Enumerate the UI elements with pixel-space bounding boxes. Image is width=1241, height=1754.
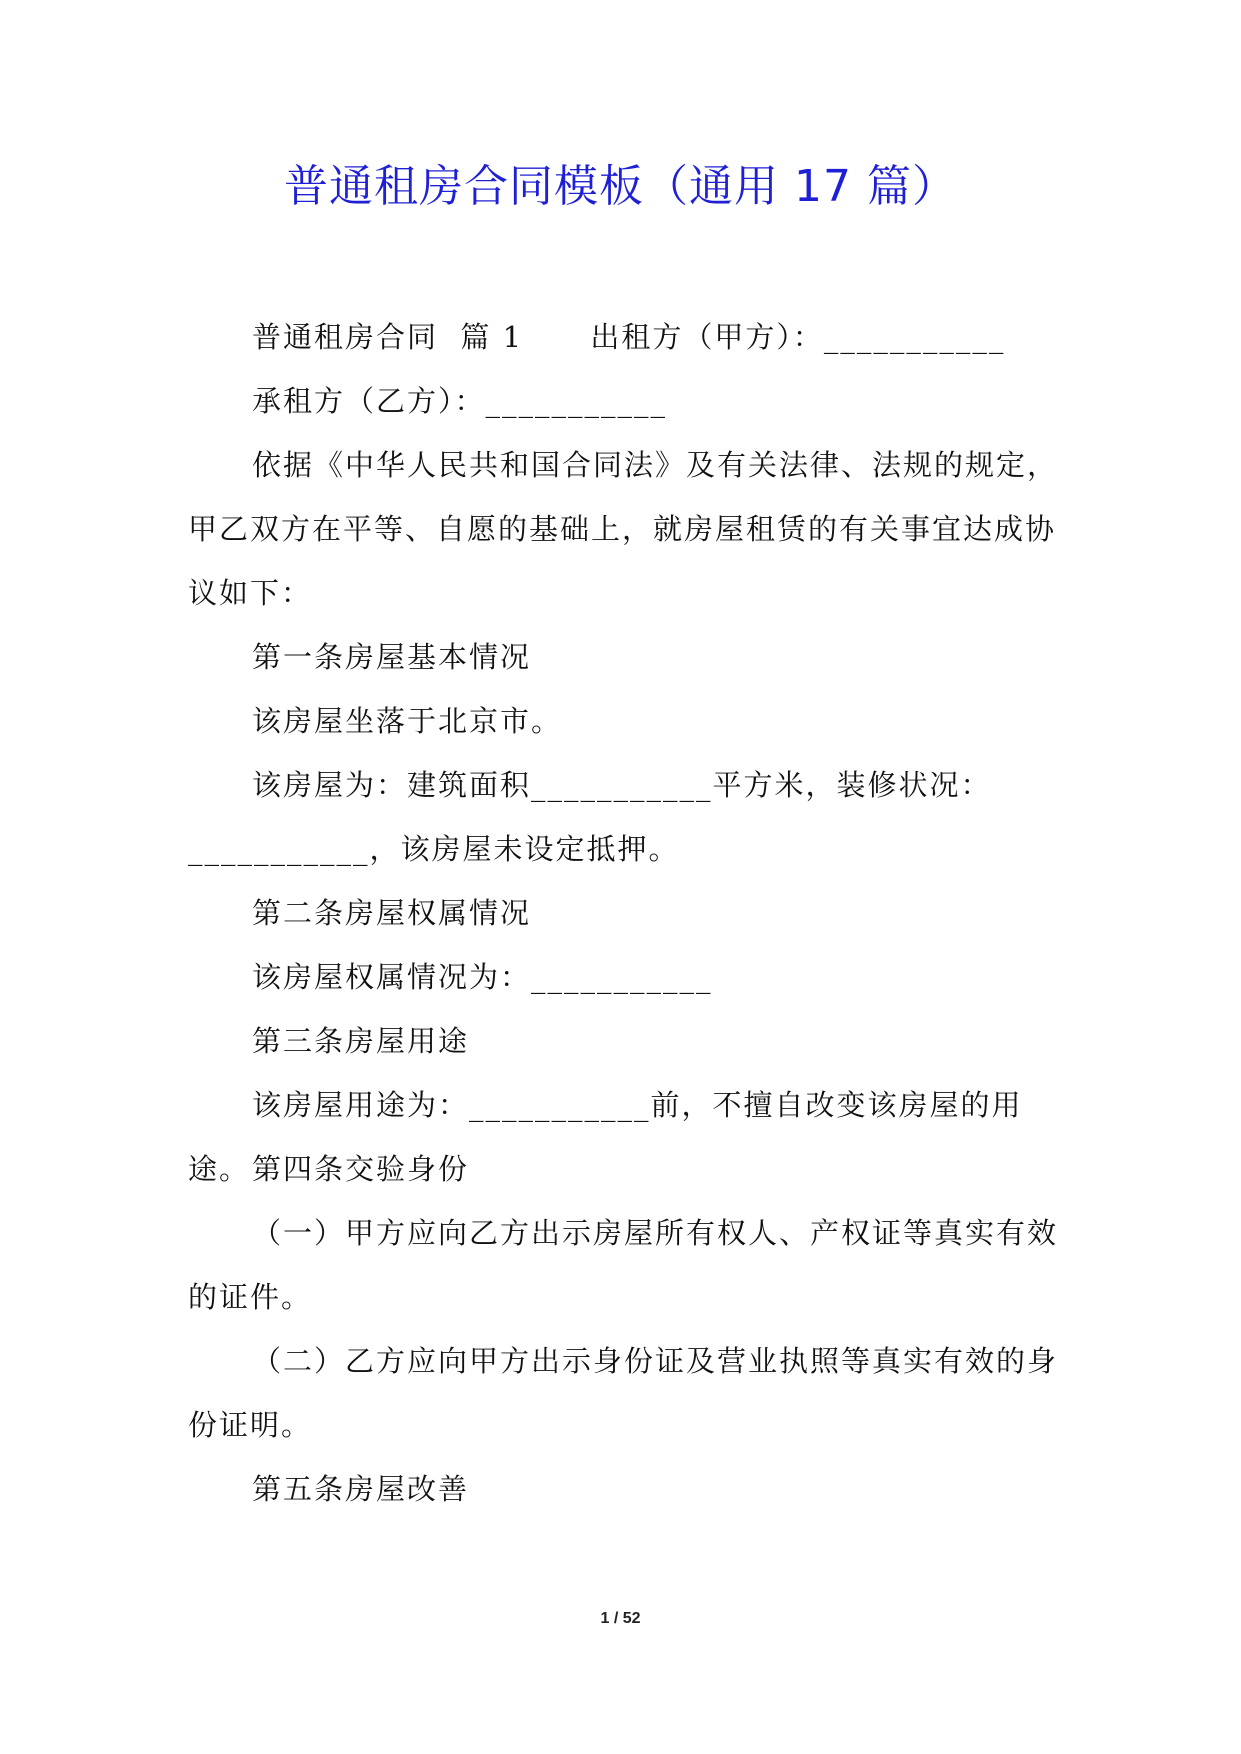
paragraph-clause-2: （二）乙方应向甲方出示身份证及营业执照等真实有效的身份证明。 [188, 1344, 1059, 1442]
article-3-heading: 第三条房屋用途 [252, 1024, 470, 1058]
paragraph-clause-1: （一）甲方应向乙方出示房屋所有权人、产权证等真实有效的证件。 [188, 1216, 1059, 1314]
paragraph-area: 该房屋为：建筑面积___________平方米，装修状况：___________，该房屋未设定抵押。 [188, 768, 992, 866]
article-2-heading: 第二条房屋权属情况 [252, 896, 532, 930]
article-1-heading: 第一条房屋基本情况 [252, 640, 532, 674]
paragraph-ownership: 该房屋权属情况为：___________ [252, 960, 713, 994]
document-title: 普通租房合同模板（通用 17 篇） [284, 161, 957, 212]
page-number: 1 / 52 [600, 1610, 641, 1627]
paragraph-preamble: 依据《中华人民共和国合同法》及有关法律、法规的规定，甲乙双方在平等、自愿的基础上，就房屋租赁的有关事宜达成协议如下： [188, 448, 1059, 610]
paragraph-usage: 该房屋用途为：___________前，不擅自改变该房屋的用途。 [188, 1088, 1023, 1186]
paragraph-party-a: 普通租房合同 篇 1 出租方（甲方）：___________ [252, 320, 1006, 354]
article-4-heading: 第四条交验身份 [252, 1152, 470, 1186]
article-5-heading: 第五条房屋改善 [252, 1472, 470, 1506]
paragraph-party-b: 承租方（乙方）：___________ [252, 384, 668, 418]
paragraph-location: 该房屋坐落于北京市。 [252, 704, 563, 738]
